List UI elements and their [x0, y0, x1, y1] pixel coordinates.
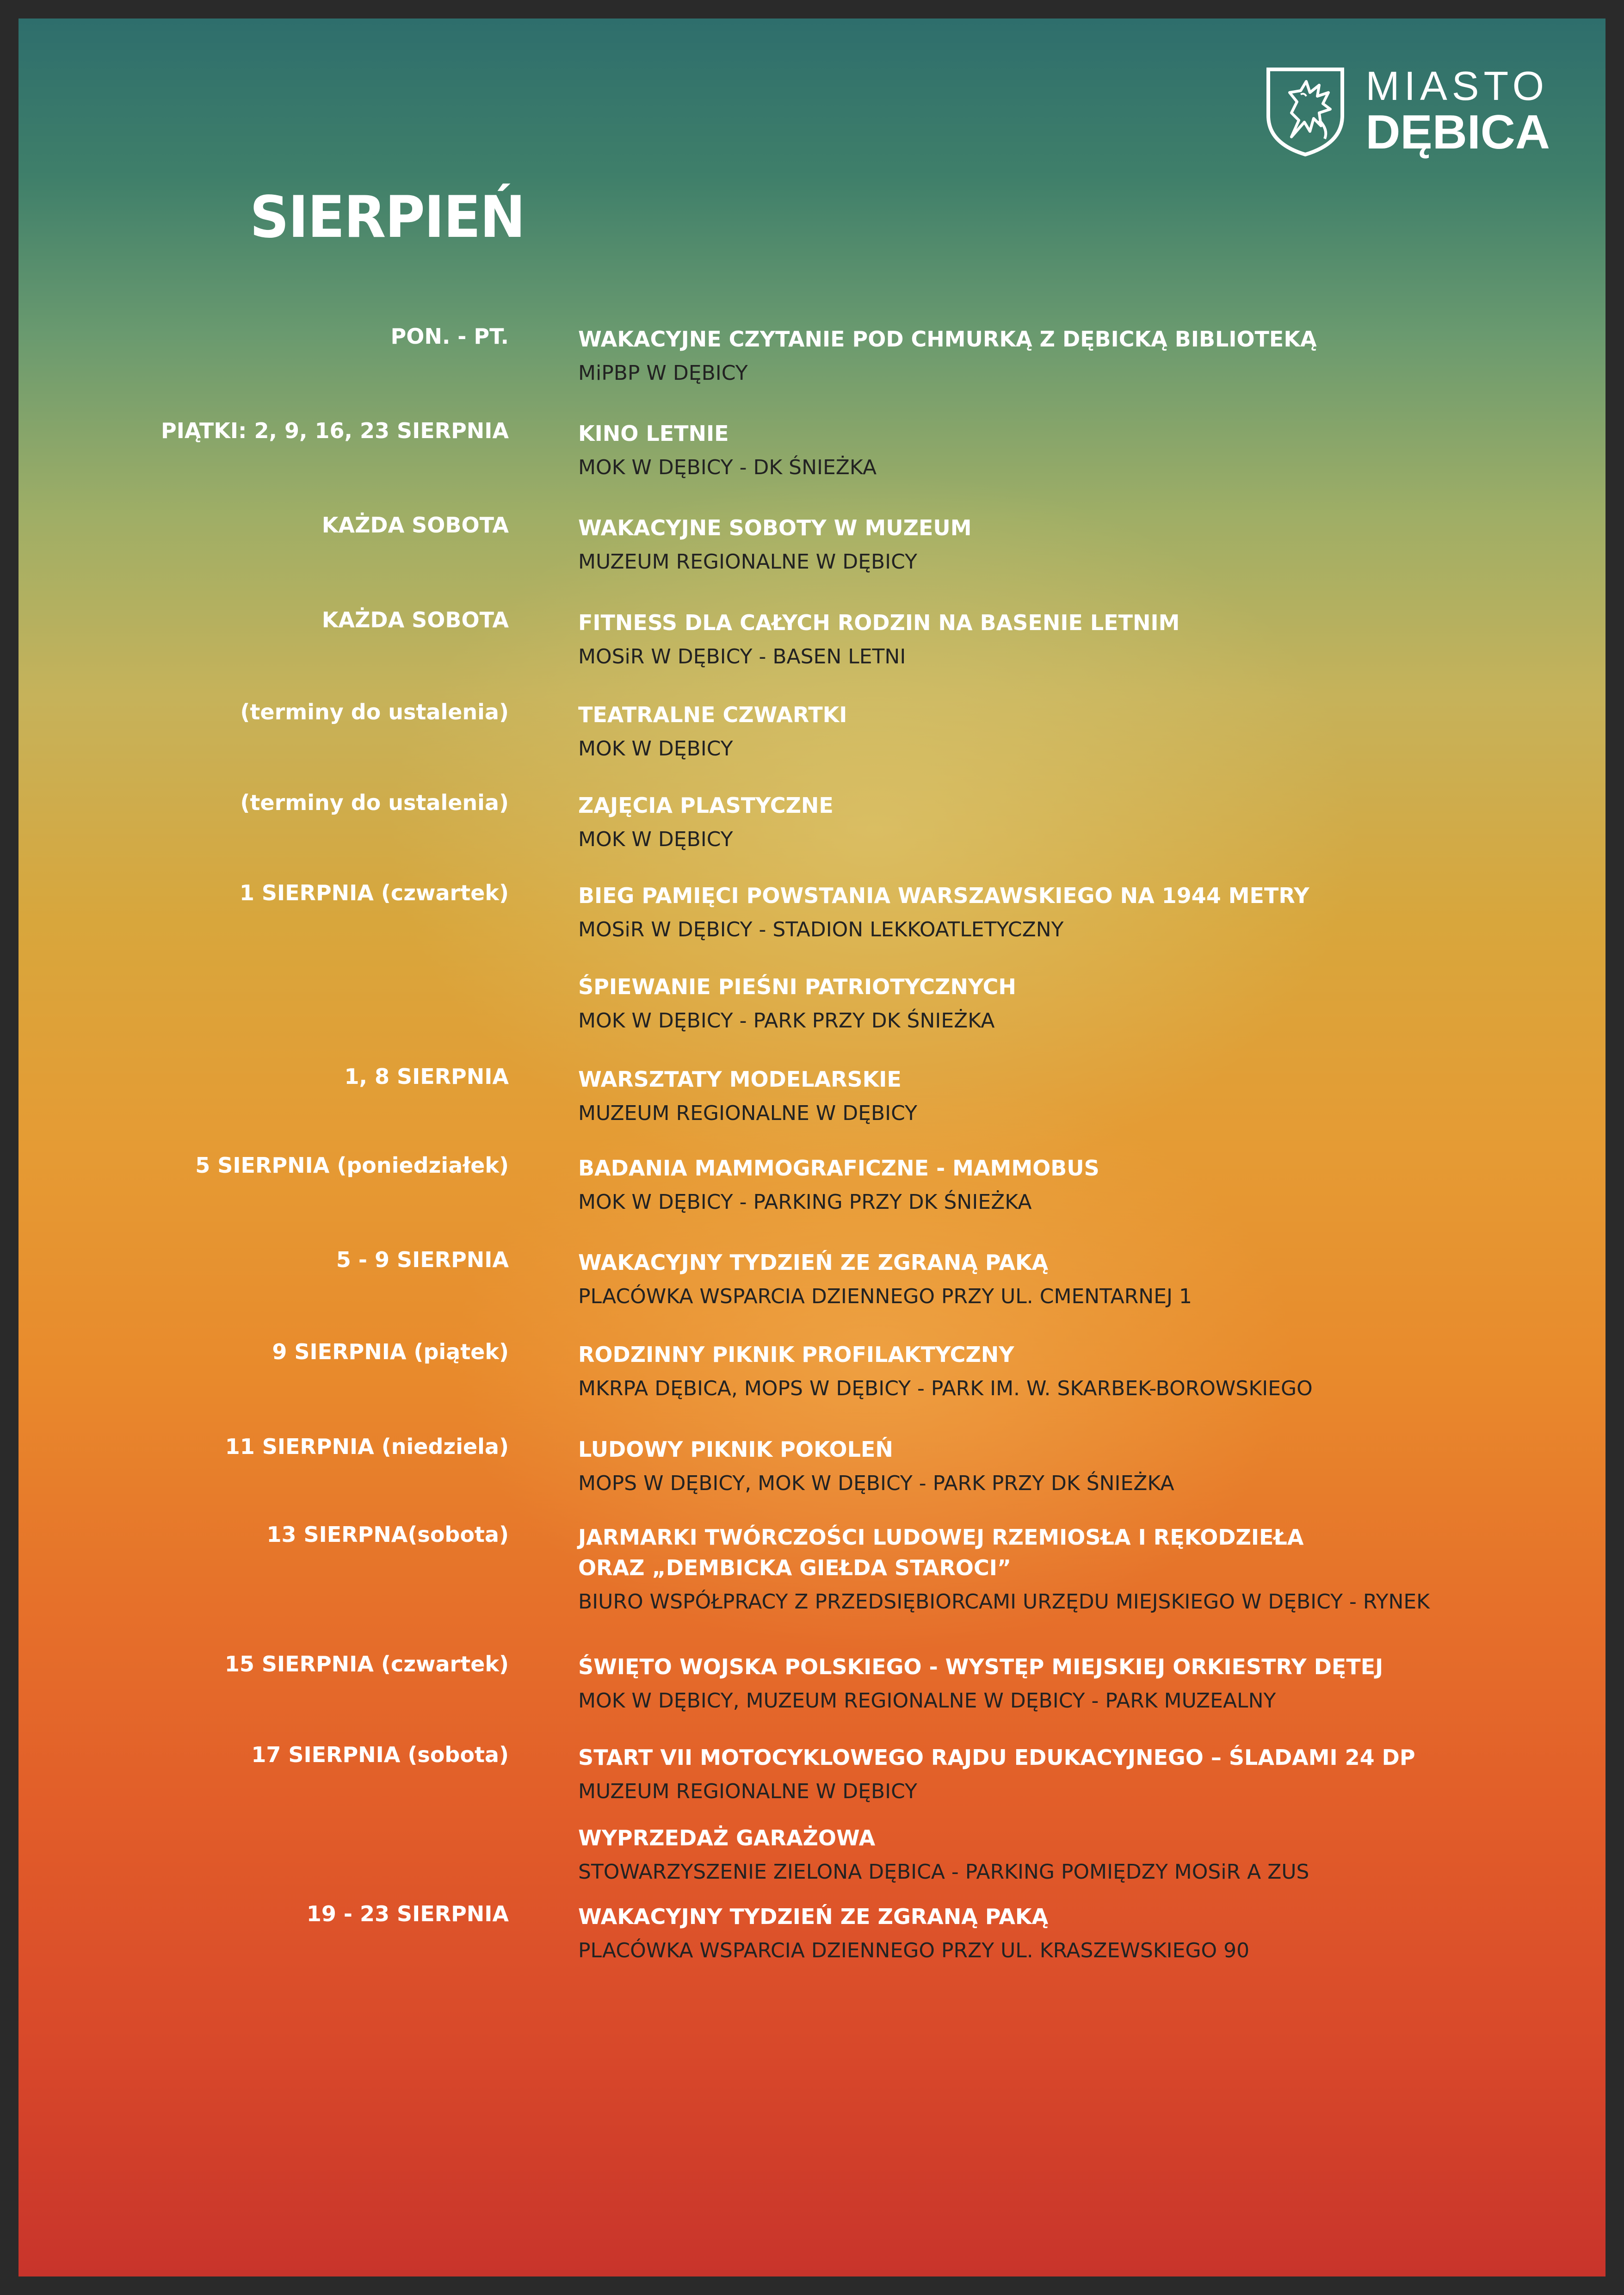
event-place: PLACÓWKA WSPARCIA DZIENNEGO PRZY UL. CMENTARNEJ 1	[578, 1285, 1192, 1308]
event-date: (terminy do ustalenia)	[240, 790, 509, 815]
event-title: ŚWIĘTO WOJSKA POLSKIEGO - WYSTĘP MIEJSKIEJ ORKIESTRY DĘTEJ	[578, 1654, 1383, 1679]
event-date: 1, 8 SIERPNIA	[344, 1064, 509, 1089]
event-place: MKRPA DĘBICA, MOPS W DĘBICY - PARK IM. W. SKARBEK-BOROWSKIEGO	[578, 1377, 1313, 1400]
event-title-line2: ORAZ „DEMBICKA GIEŁDA STAROCI”	[578, 1555, 1012, 1580]
event-place: MOK W DĘBICY	[578, 737, 733, 761]
event-title: WYPRZEDAŻ GARAŻOWA	[578, 1825, 876, 1850]
event-title: TEATRALNE CZWARTKI	[578, 702, 847, 727]
event-place: PLACÓWKA WSPARCIA DZIENNEGO PRZY UL. KRASZEWSKIEGO 90	[578, 1939, 1250, 1962]
event-place: BIURO WSPÓŁPRACY Z PRZEDSIĘBIORCAMI URZĘDU MIEJSKIEGO W DĘBICY - RYNEK	[578, 1590, 1430, 1614]
event-place: MOK W DĘBICY	[578, 828, 733, 851]
city-name-line2: DĘBICA	[1365, 105, 1550, 159]
event-date: (terminy do ustalenia)	[240, 699, 509, 724]
event-title: WARSZTATY MODELARSKIE	[578, 1067, 902, 1092]
event-title: BADANIA MAMMOGRAFICZNE - MAMMOBUS	[578, 1156, 1099, 1181]
event-title: ZAJĘCIA PLASTYCZNE	[578, 793, 834, 818]
event-date: 11 SIERPNIA (niedziela)	[225, 1434, 509, 1459]
event-place: STOWARZYSZENIE ZIELONA DĘBICA - PARKING POMIĘDZY MOSiR A ZUS	[578, 1860, 1309, 1884]
event-list	[19, 19, 1605, 2276]
event-place: MOK W DĘBICY - PARKING PRZY DK ŚNIEŻKA	[578, 1190, 1032, 1214]
event-place: MOK W DĘBICY - DK ŚNIEŻKA	[578, 456, 877, 479]
event-title: BIEG PAMIĘCI POWSTANIA WARSZAWSKIEGO NA 1944 METRY	[578, 883, 1309, 908]
month-heading: SIERPIEŃ	[250, 183, 525, 251]
event-place: MOSiR W DĘBICY - BASEN LETNI	[578, 645, 906, 668]
poster	[19, 19, 1605, 2276]
event-date: 17 SIERPNIA (sobota)	[251, 1742, 509, 1767]
event-date: 19 - 23 SIERPNIA	[306, 1901, 509, 1926]
event-date: PIĄTKI: 2, 9, 16, 23 SIERPNIA	[161, 418, 509, 443]
event-date: 5 - 9 SIERPNIA	[336, 1247, 509, 1272]
event-date: 13 SIERPNA(sobota)	[266, 1522, 509, 1547]
event-title: WAKACYJNE SOBOTY W MUZEUM	[578, 515, 972, 540]
event-date: PON. - PT.	[390, 324, 509, 349]
event-title: JARMARKI TWÓRCZOŚCI LUDOWEJ RZEMIOSŁA I RĘKODZIEŁA	[578, 1525, 1304, 1550]
event-title: RODZINNY PIKNIK PROFILAKTYCZNY	[578, 1342, 1014, 1367]
event-title: LUDOWY PIKNIK POKOLEŃ	[578, 1437, 893, 1462]
event-date: KAŻDA SOBOTA	[321, 513, 509, 538]
event-place: MOK W DĘBICY, MUZEUM REGIONALNE W DĘBICY - PARK MUZEALNY	[578, 1689, 1276, 1713]
city-name-line1: MIASTO	[1365, 63, 1549, 109]
event-title: ŚPIEWANIE PIEŚNI PATRIOTYCZNYCH	[578, 974, 1016, 999]
event-place: MOK W DĘBICY - PARK PRZY DK ŚNIEŻKA	[578, 1009, 995, 1033]
event-title: WAKACYJNY TYDZIEŃ ZE ZGRANĄ PAKĄ	[578, 1250, 1049, 1275]
event-place: MUZEUM REGIONALNE W DĘBICY	[578, 1780, 917, 1803]
event-date: 15 SIERPNIA (czwartek)	[224, 1652, 509, 1676]
event-date: 1 SIERPNIA (czwartek)	[239, 880, 509, 905]
event-date: 9 SIERPNIA (piątek)	[272, 1339, 509, 1364]
event-place: MUZEUM REGIONALNE W DĘBICY	[578, 1101, 917, 1125]
event-place: MUZEUM REGIONALNE W DĘBICY	[578, 550, 917, 574]
event-title: START VII MOTOCYKLOWEGO RAJDU EDUKACYJNEGO – ŚLADAMI 24 DP	[578, 1745, 1415, 1770]
event-place: MOPS W DĘBICY, MOK W DĘBICY - PARK PRZY DK ŚNIEŻKA	[578, 1472, 1174, 1495]
event-place: MiPBP W DĘBICY	[578, 361, 748, 385]
event-title: FITNESS DLA CAŁYCH RODZIN NA BASENIE LETNIM	[578, 610, 1180, 635]
event-title: WAKACYJNY TYDZIEŃ ZE ZGRANĄ PAKĄ	[578, 1904, 1049, 1929]
event-title: WAKACYJNE CZYTANIE POD CHMURKĄ Z DĘBICKĄ BIBLIOTEKĄ	[578, 327, 1317, 352]
event-title: KINO LETNIE	[578, 421, 729, 446]
event-date: KAŻDA SOBOTA	[321, 607, 509, 632]
event-date: 5 SIERPNIA (poniedziałek)	[195, 1153, 509, 1178]
event-place: MOSiR W DĘBICY - STADION LEKKOATLETYCZNY	[578, 918, 1064, 941]
